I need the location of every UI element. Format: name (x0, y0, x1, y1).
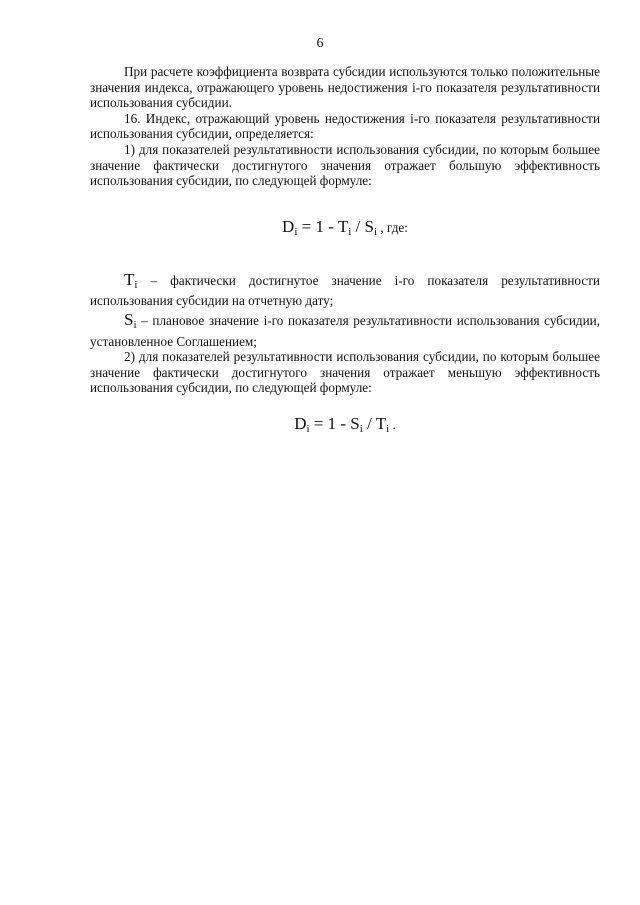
formula-2-equals: = 1 - (309, 413, 351, 433)
formula-2-lhs-subscript: i (306, 422, 310, 435)
definition-s (90, 309, 600, 349)
formula-2-denominator-subscript: i (386, 422, 390, 435)
formula-1-where: , где: (377, 219, 408, 235)
definition-s-letter: S (124, 309, 134, 329)
formula-1-lhs: D (282, 216, 295, 236)
formula-1 (90, 217, 600, 242)
formula-2 (90, 414, 600, 439)
definition-s-subscript: i (133, 318, 137, 331)
formula-2-numerator-subscript: i (359, 422, 363, 435)
formula-2-denominator: T (375, 413, 387, 433)
page-number: 6 (316, 36, 324, 51)
formula-2-numerator: S (350, 413, 360, 433)
definition-t-symbol (124, 270, 137, 289)
definition-t (90, 269, 600, 309)
formula-1-numerator: T (337, 216, 349, 236)
definition-t-letter: T (124, 269, 135, 289)
definition-s-text: – плановое значение i-го показателя результативности использования субсидии, установленное Соглашением; (90, 312, 600, 349)
formula-1-lhs-subscript: i (294, 225, 298, 238)
definition-s-symbol (124, 310, 137, 329)
paragraph-case-1: 1) для показателей результативности использования субсидии, по которым большее значение фактически достигнутого значения отражает большую эффективность использования субсидии, по следующей формуле: (90, 141, 600, 189)
formula-1-numerator-subscript: i (348, 225, 352, 238)
definition-t-subscript: i (134, 278, 138, 291)
paragraph-coefficient-note: При расчете коэффициента возврата субсидии используются только положительные значения индекса, отражающего уровень недостижения i-го показателя результативности использования субсидии. (90, 64, 600, 111)
definition-t-text: – фактически достигнутое значение i-го показателя результативности использования субсидии на отчетную дату; (90, 272, 600, 309)
paragraph-item-16: 16. Индекс, отражающий уровень недостижения i-го показателя результативности использования субсидии, определяется: (90, 110, 600, 142)
formula-2-end: . (389, 416, 396, 432)
paragraph-case-2: 2) для показателей результативности использования субсидии, по которым большее значение фактически достигнутого значения отражает меньшую эффективность использования субсидии, по следующей формуле: (90, 349, 600, 396)
formula-2-division: / (362, 413, 376, 433)
formula-1-division: / (351, 216, 365, 236)
formula-1-equals: = 1 - (297, 216, 338, 236)
formula-1-denominator: S (364, 216, 374, 236)
formula-1-denominator-subscript: i (374, 225, 378, 238)
formula-2-lhs: D (294, 413, 307, 433)
document-body (90, 64, 600, 439)
